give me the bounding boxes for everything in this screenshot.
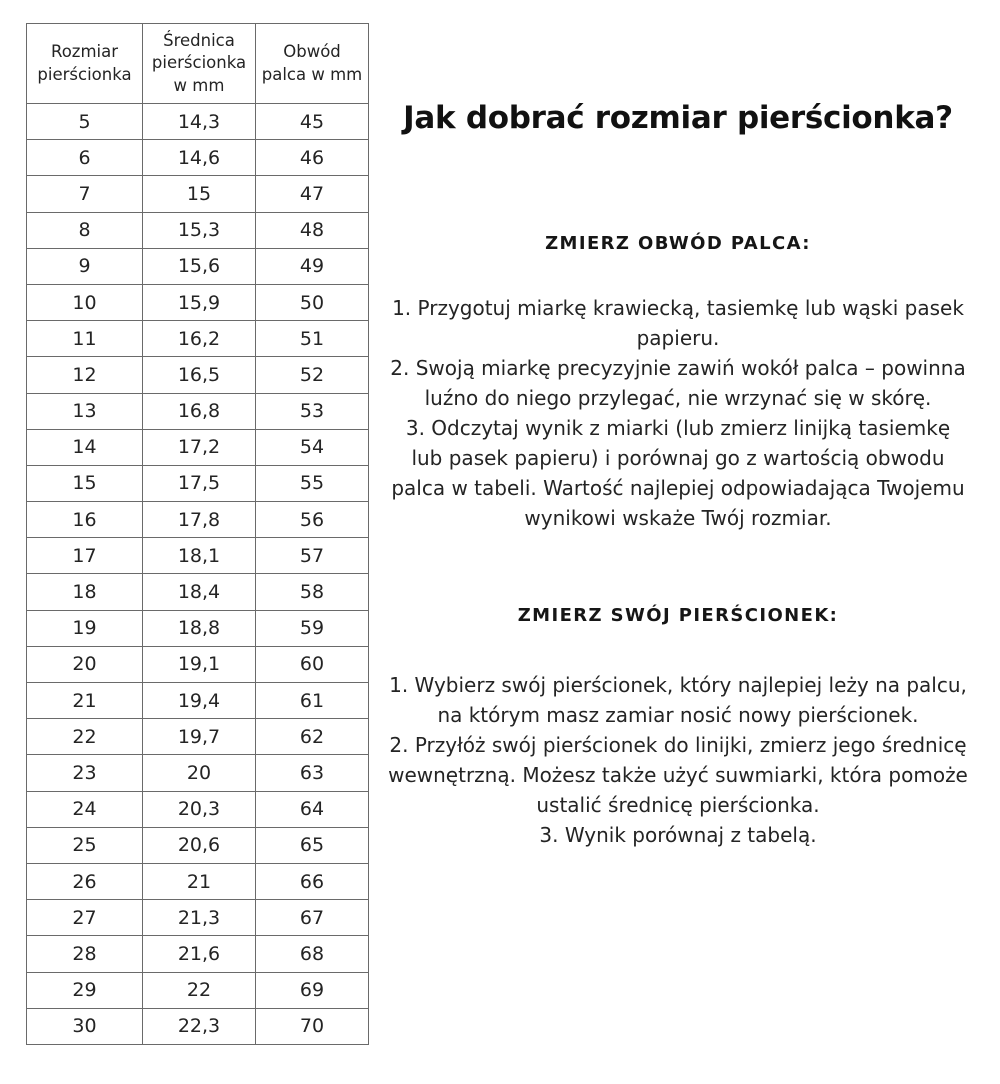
table-cell: 53: [256, 393, 369, 429]
table-cell: 51: [256, 321, 369, 357]
table-row: [27, 646, 369, 682]
table-cell: 45: [256, 104, 369, 140]
steps-measure-finger: [388, 293, 968, 533]
table-cell: 15,3: [143, 212, 256, 248]
table-cell: 59: [256, 610, 369, 646]
page-title: Jak dobrać rozmiar pierścionka?: [403, 100, 953, 136]
table-cell: 26: [27, 863, 143, 899]
table-cell: 60: [256, 646, 369, 682]
column-header-ring-diameter: Średnica pierścionka w mm: [143, 24, 256, 104]
table-cell: 17,2: [143, 429, 256, 465]
table-cell: 13: [27, 393, 143, 429]
table-body: [27, 104, 369, 1045]
table-cell: 18,8: [143, 610, 256, 646]
table-cell: 20: [143, 755, 256, 791]
table-cell: 23: [27, 755, 143, 791]
steps-measure-ring: [388, 670, 968, 850]
table-cell: 20,6: [143, 827, 256, 863]
table-cell: 21,3: [143, 900, 256, 936]
table-cell: 29: [27, 972, 143, 1008]
step-item: 3. Wynik porównaj z tabelą.: [539, 823, 817, 847]
column-header-ring-size: Rozmiar pierścionka: [27, 24, 143, 104]
table-cell: 52: [256, 357, 369, 393]
table-row: [27, 321, 369, 357]
table-row: [27, 827, 369, 863]
table-cell: 67: [256, 900, 369, 936]
table-row: [27, 248, 369, 284]
table-row: [27, 393, 369, 429]
table-row: [27, 683, 369, 719]
table-cell: 12: [27, 357, 143, 393]
table-cell: 15,6: [143, 248, 256, 284]
table-cell: 16,8: [143, 393, 256, 429]
table-cell: 11: [27, 321, 143, 357]
table-cell: 21: [27, 683, 143, 719]
table-header-row: [27, 24, 369, 104]
table-row: [27, 357, 369, 393]
table-row: [27, 284, 369, 320]
table-cell: 14: [27, 429, 143, 465]
table-cell: 30: [27, 1008, 143, 1044]
table-row: [27, 755, 369, 791]
step-item: 1. Wybierz swój pierścionek, który najlepiej leży na palcu, na którym masz zamiar nosić nowy pierścionek.: [389, 673, 967, 727]
table-cell: 17: [27, 538, 143, 574]
section-heading-measure-ring: ZMIERZ SWÓJ PIERŚCIONEK:: [517, 605, 839, 626]
table-cell: 19,7: [143, 719, 256, 755]
table-row: [27, 538, 369, 574]
table-cell: 70: [256, 1008, 369, 1044]
table-cell: 63: [256, 755, 369, 791]
section-heading-measure-finger: ZMIERZ OBWÓD PALCA:: [545, 233, 811, 254]
table-cell: 21: [143, 863, 256, 899]
table-row: [27, 863, 369, 899]
table-row: [27, 140, 369, 176]
table-cell: 22: [27, 719, 143, 755]
instructions-panel: [388, 0, 968, 850]
table-row: [27, 104, 369, 140]
table-cell: 25: [27, 827, 143, 863]
table-cell: 17,5: [143, 465, 256, 501]
table-cell: 15: [27, 465, 143, 501]
table-cell: 8: [27, 212, 143, 248]
table-cell: 50: [256, 284, 369, 320]
table-cell: 64: [256, 791, 369, 827]
table-row: [27, 791, 369, 827]
table-cell: 5: [27, 104, 143, 140]
table-cell: 54: [256, 429, 369, 465]
table-cell: 22,3: [143, 1008, 256, 1044]
table-row: [27, 972, 369, 1008]
table-row: [27, 1008, 369, 1044]
table-cell: 18: [27, 574, 143, 610]
table-cell: 19,4: [143, 683, 256, 719]
table-cell: 7: [27, 176, 143, 212]
table-cell: 21,6: [143, 936, 256, 972]
table-row: [27, 936, 369, 972]
table-cell: 14,6: [143, 140, 256, 176]
table-cell: 19,1: [143, 646, 256, 682]
table-cell: 19: [27, 610, 143, 646]
table-cell: 20: [27, 646, 143, 682]
table-cell: 66: [256, 863, 369, 899]
table-cell: 61: [256, 683, 369, 719]
table-cell: 9: [27, 248, 143, 284]
table-cell: 68: [256, 936, 369, 972]
table-cell: 16: [27, 502, 143, 538]
table-row: [27, 574, 369, 610]
table-row: [27, 610, 369, 646]
ring-size-table: [26, 23, 369, 1045]
table-cell: 15,9: [143, 284, 256, 320]
table-cell: 16,2: [143, 321, 256, 357]
table-cell: 47: [256, 176, 369, 212]
table-cell: 6: [27, 140, 143, 176]
table-row: [27, 429, 369, 465]
step-item: 1. Przygotuj miarkę krawiecką, tasiemkę lub wąski pasek papieru.: [392, 296, 964, 350]
table-cell: 65: [256, 827, 369, 863]
table-cell: 56: [256, 502, 369, 538]
table-cell: 17,8: [143, 502, 256, 538]
step-item: 2. Swoją miarkę precyzyjnie zawiń wokół palca – powinna luźno do niego przylegać, nie wrzynać się w skórę.: [390, 356, 966, 410]
table-cell: 49: [256, 248, 369, 284]
table-row: [27, 719, 369, 755]
table-cell: 57: [256, 538, 369, 574]
table-cell: 48: [256, 212, 369, 248]
table-cell: 15: [143, 176, 256, 212]
table-cell: 10: [27, 284, 143, 320]
table-cell: 62: [256, 719, 369, 755]
table-cell: 20,3: [143, 791, 256, 827]
table-cell: 46: [256, 140, 369, 176]
table-cell: 18,1: [143, 538, 256, 574]
table-row: [27, 465, 369, 501]
table-cell: 16,5: [143, 357, 256, 393]
table-cell: 24: [27, 791, 143, 827]
step-item: 3. Odczytaj wynik z miarki (lub zmierz linijką tasiemkę lub pasek papieru) i porównaj go z wartością obwodu palca w tabeli. Wartość najlepiej odpowiadająca Twojemu wynikowi wskaże Twój rozmiar.: [391, 416, 965, 530]
table-row: [27, 212, 369, 248]
table-cell: 28: [27, 936, 143, 972]
table-cell: 55: [256, 465, 369, 501]
table-row: [27, 502, 369, 538]
table-row: [27, 900, 369, 936]
table-cell: 58: [256, 574, 369, 610]
step-item: 2. Przyłóż swój pierścionek do linijki, zmierz jego średnicę wewnętrzną. Możesz także użyć suwmiarki, która pomoże ustalić średnicę pierścionka.: [388, 733, 968, 817]
table-cell: 27: [27, 900, 143, 936]
table-cell: 14,3: [143, 104, 256, 140]
table-row: [27, 176, 369, 212]
table-cell: 18,4: [143, 574, 256, 610]
table-cell: 69: [256, 972, 369, 1008]
column-header-finger-circumference: Obwód palca w mm: [256, 24, 369, 104]
table-cell: 22: [143, 972, 256, 1008]
